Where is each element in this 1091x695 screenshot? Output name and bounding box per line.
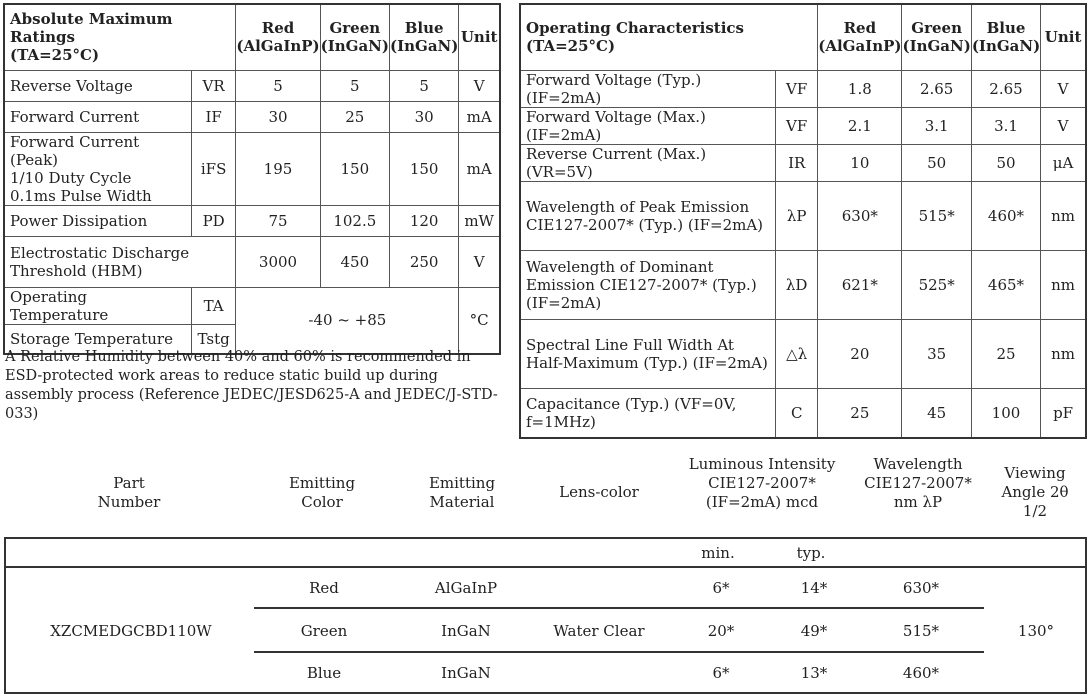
red-value: 10 xyxy=(818,144,902,181)
header-emitting-material: Emitting Material xyxy=(428,474,496,511)
humidity-note: A Relative Humidity between 40% and 60% is recommended in ESD-protected work areas to reduce static build up during assembly process (Reference JEDEC/JESD625-A and JEDEC/J-STD-033) xyxy=(5,349,498,422)
oc-title-cell xyxy=(520,4,818,70)
table-row xyxy=(4,132,500,205)
table-row xyxy=(4,205,500,236)
unit-cell: V xyxy=(1041,107,1086,144)
green-value: 2.65 xyxy=(902,70,971,107)
red-value: 621* xyxy=(818,250,902,319)
emitting-color: Red xyxy=(309,579,339,597)
param-cell: Forward Current xyxy=(4,101,191,132)
symbol-cell: λD xyxy=(776,250,818,319)
amr-condition: (TA=25°C) xyxy=(10,46,100,65)
header-lens-color: Lens-color xyxy=(559,483,639,501)
red-value: 1.8 xyxy=(818,70,902,107)
amr-col-unit: Unit xyxy=(459,4,500,70)
unit-cell: mA xyxy=(459,101,500,132)
symbol-cell: VR xyxy=(191,70,236,101)
amr-title-cell xyxy=(4,4,236,70)
unit-cell: nm xyxy=(1041,319,1086,388)
oc-col-green: Green (InGaN) xyxy=(902,4,971,70)
green-value: 45 xyxy=(902,388,971,438)
part-number: XZCMEDGCBD110W xyxy=(50,622,212,640)
param-cell: Power Dissipation xyxy=(4,205,191,236)
param-cell: Storage Temperature xyxy=(4,324,191,354)
green-value: 35 xyxy=(902,319,971,388)
oc-col-blue: Blue (InGaN) xyxy=(971,4,1040,70)
unit-cell: V xyxy=(459,70,500,101)
symbol-cell: Tstg xyxy=(191,324,236,354)
amr-col-red: Red (AlGaInP) xyxy=(236,4,320,70)
emitting-material: InGaN xyxy=(441,622,491,640)
blue-value: 460* xyxy=(971,181,1040,250)
subheader-divider xyxy=(6,566,1085,568)
symbol-cell: PD xyxy=(191,205,236,236)
wavelength-value: 515* xyxy=(902,622,940,640)
green-value: 50 xyxy=(902,144,971,181)
symbol-cell: λP xyxy=(776,181,818,250)
unit-cell: pF xyxy=(1041,388,1086,438)
table-row xyxy=(520,181,1086,250)
amr-col-blue: Blue (InGaN) xyxy=(389,4,458,70)
green-value: 515* xyxy=(902,181,971,250)
table-row xyxy=(4,101,500,132)
absolute-max-ratings-table xyxy=(3,3,501,355)
row-divider xyxy=(254,607,984,609)
green-value: 3.1 xyxy=(902,107,971,144)
red-value: 3000 xyxy=(236,236,320,287)
unit-cell: mW xyxy=(459,205,500,236)
table-row xyxy=(520,319,1086,388)
param-cell: Spectral Line Full Width At Half-Maximum (Typ.) (IF=2mA) xyxy=(520,319,776,388)
table-row xyxy=(520,70,1086,107)
red-value: 25 xyxy=(818,388,902,438)
blue-value: 30 xyxy=(389,101,458,132)
blue-value: 250 xyxy=(389,236,458,287)
param-cell: Capacitance (Typ.) (VF=0V, f=1MHz) xyxy=(520,388,776,438)
table-row xyxy=(4,287,500,324)
blue-value: 2.65 xyxy=(971,70,1040,107)
red-value: 630* xyxy=(818,181,902,250)
typ-value: 14* xyxy=(800,579,828,597)
param-cell: Operating Temperature xyxy=(4,287,191,324)
param-cell: Reverse Current (Max.) (VR=5V) xyxy=(520,144,776,181)
blue-value: 150 xyxy=(389,132,458,205)
unit-cell: V xyxy=(459,236,500,287)
typ-label: typ. xyxy=(796,544,826,562)
param-cell: Wavelength of Peak Emission CIE127-2007* (Typ.) (IF=2mA) xyxy=(520,181,776,250)
param-cell: Forward Voltage (Typ.) (IF=2mA) xyxy=(520,70,776,107)
emitting-material: AlGaInP xyxy=(434,579,498,597)
red-value: 2.1 xyxy=(818,107,902,144)
green-value: 5 xyxy=(320,70,389,101)
oc-title: Operating Characteristics xyxy=(526,19,745,38)
amr-header-row xyxy=(4,4,500,70)
blue-value: 50 xyxy=(971,144,1040,181)
blue-value: 3.1 xyxy=(971,107,1040,144)
wavelength-value: 460* xyxy=(902,664,940,682)
temperature-range: -40 ~ +85 xyxy=(236,287,459,354)
symbol-cell: △λ xyxy=(776,319,818,388)
symbol-cell: TA xyxy=(191,287,236,324)
green-value: 525* xyxy=(902,250,971,319)
min-label: min. xyxy=(701,544,735,562)
amr-title: Absolute Maximum Ratings xyxy=(10,10,173,47)
min-value: 6* xyxy=(712,664,730,682)
red-value: 195 xyxy=(236,132,320,205)
green-value: 25 xyxy=(320,101,389,132)
table-row xyxy=(520,388,1086,438)
green-value: 150 xyxy=(320,132,389,205)
unit-cell: nm xyxy=(1041,181,1086,250)
header-viewing-angle: Viewing Angle 2θ 1/2 xyxy=(1001,464,1069,520)
symbol-cell: IF xyxy=(191,101,236,132)
unit-cell: nm xyxy=(1041,250,1086,319)
temperature-unit: °C xyxy=(459,287,500,354)
unit-cell: mA xyxy=(459,132,500,205)
header-wavelength: Wavelength CIE127-2007* nm λP xyxy=(864,455,972,511)
table-row xyxy=(520,250,1086,319)
table-row xyxy=(520,144,1086,181)
header-emitting-color: Emitting Color xyxy=(288,474,356,511)
red-value: 30 xyxy=(236,101,320,132)
table-row xyxy=(520,107,1086,144)
symbol-cell: C xyxy=(776,388,818,438)
param-cell: Electrostatic Discharge Threshold (HBM) xyxy=(4,236,236,287)
blue-value: 25 xyxy=(971,319,1040,388)
typ-value: 13* xyxy=(800,664,828,682)
min-value: 20* xyxy=(707,622,735,640)
wavelength-value: 630* xyxy=(902,579,940,597)
min-value: 6* xyxy=(712,579,730,597)
table-row xyxy=(4,70,500,101)
red-value: 5 xyxy=(236,70,320,101)
unit-cell: V xyxy=(1041,70,1086,107)
symbol-cell: IR xyxy=(776,144,818,181)
viewing-angle: 130° xyxy=(1017,622,1055,640)
red-value: 75 xyxy=(236,205,320,236)
symbol-cell: iFS xyxy=(191,132,236,205)
lens-color: Water Clear xyxy=(553,622,645,640)
table-row xyxy=(4,236,500,287)
param-cell: Forward Voltage (Max.) (IF=2mA) xyxy=(520,107,776,144)
green-value: 102.5 xyxy=(320,205,389,236)
oc-header-row xyxy=(520,4,1086,70)
oc-condition: (TA=25°C) xyxy=(526,37,616,56)
symbol-cell: VF xyxy=(776,70,818,107)
emitting-color: Blue xyxy=(306,664,342,682)
param-cell: Forward Current (Peak) 1/10 Duty Cycle 0.1ms Pulse Width xyxy=(4,132,191,205)
header-part-number: Part Number xyxy=(97,474,161,511)
operating-characteristics-table xyxy=(519,3,1087,439)
blue-value: 120 xyxy=(389,205,458,236)
emitting-material: InGaN xyxy=(441,664,491,682)
param-cell: Wavelength of Dominant Emission CIE127-2007* (Typ.) (IF=2mA) xyxy=(520,250,776,319)
amr-col-green: Green (InGaN) xyxy=(320,4,389,70)
product-table xyxy=(4,537,1087,694)
blue-value: 5 xyxy=(389,70,458,101)
oc-col-unit: Unit xyxy=(1041,4,1086,70)
header-luminous-intensity: Luminous Intensity CIE127-2007* (IF=2mA) mcd xyxy=(688,455,836,511)
row-divider xyxy=(254,651,984,653)
oc-col-red: Red (AlGaInP) xyxy=(818,4,902,70)
blue-value: 100 xyxy=(971,388,1040,438)
symbol-cell: VF xyxy=(776,107,818,144)
unit-cell: μA xyxy=(1041,144,1086,181)
typ-value: 49* xyxy=(800,622,828,640)
emitting-color: Green xyxy=(300,622,348,640)
blue-value: 465* xyxy=(971,250,1040,319)
param-cell: Reverse Voltage xyxy=(4,70,191,101)
green-value: 450 xyxy=(320,236,389,287)
red-value: 20 xyxy=(818,319,902,388)
